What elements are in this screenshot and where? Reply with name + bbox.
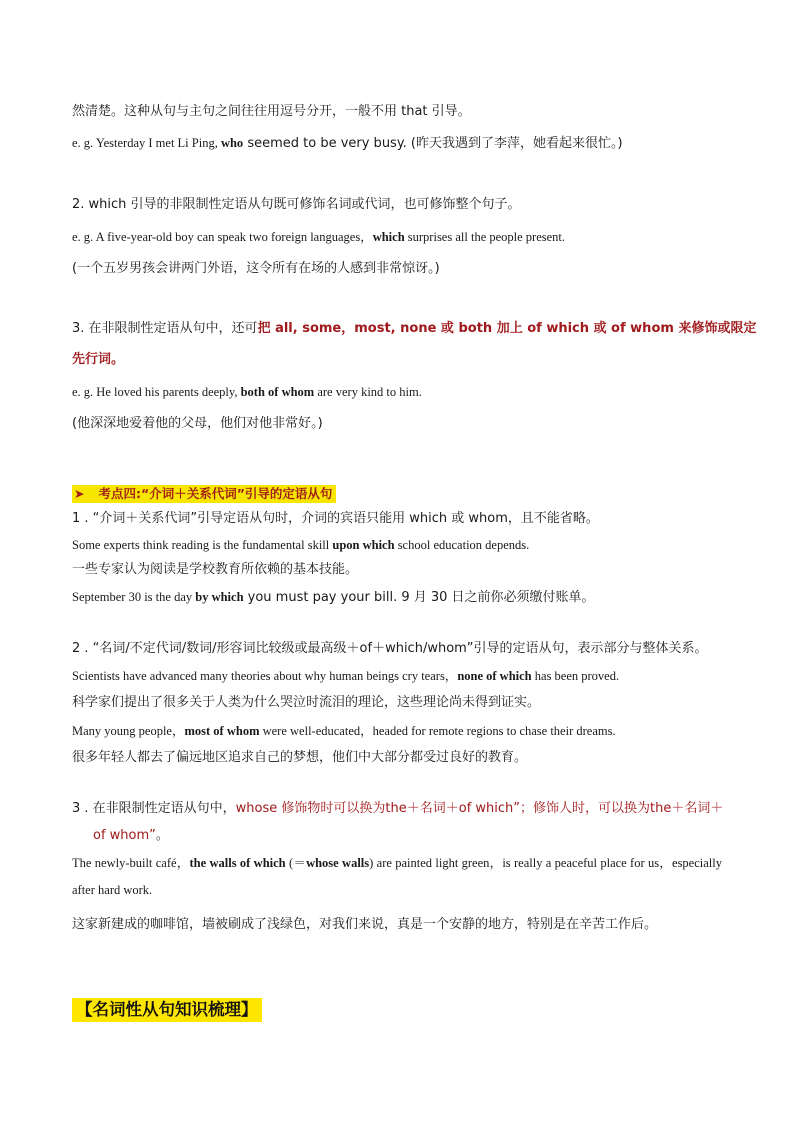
example-sentence: e. g. Yesterday I met Li Ping, who seemed to be very busy. (昨天我遇到了李萍，她看起来很忙。)	[72, 136, 623, 151]
example-sentence: Many young people，most of whom were well-educated，headed for remote regions to chase their dreams.	[72, 724, 616, 738]
rule-item-1: 1 . “介词＋关系代词”引导定语从句时，介词的宾语只能用 which 或 whom，且不能省略。	[72, 511, 599, 526]
example-sentence: September 30 is the day by which you must pay your bill. 9 月 30 日之前你必须缴付账单。	[72, 590, 595, 605]
translation: 一些专家认为阅读是学校教育所依赖的基本技能。	[72, 562, 359, 577]
translation: (他深深地爱着他的父母，他们对他非常好。)	[72, 416, 323, 431]
example-sentence: e. g. A five-year-old boy can speak two foreign languages，which surprises all the people present.	[72, 230, 566, 244]
example-paragraph: The newly-built café，the walls of which (＝whose walls) are painted light green，is really a peaceful place for us，especially after hard work.	[72, 856, 722, 897]
translation: (一个五岁男孩会讲两门外语，这令所有在场的人感到非常惊讶。)	[72, 261, 440, 276]
translation: 很多年轻人都去了偏远地区追求自己的梦想，他们中大部分都受过良好的教育。	[72, 750, 528, 765]
translation: 这家新建成的咖啡馆，墙被刷成了浅绿色，对我们来说，真是一个安静的地方，特别是在辛苦工作后。	[72, 917, 658, 932]
rule-item-2: 2. which 引导的非限制性定语从句既可修饰名词或代词，也可修饰整个句子。	[72, 197, 521, 212]
section-heading: 【名词性从句知识梳理】	[72, 998, 262, 1022]
rule-item-3: 3 . 在非限制性定语从句中，whose 修饰物时可以换为the＋名词＋of which”；修饰人时，可以换为the＋名词＋	[72, 801, 724, 816]
arrow-bullet-icon: ➤	[74, 486, 85, 501]
rule-item-2: 2 . “名词/不定代词/数词/形容词比较级或最高级＋of＋which/whom”引导的定语从句，表示部分与整体关系。	[72, 641, 708, 656]
example-sentence: e. g. He loved his parents deeply, both of whom are very kind to him.	[72, 385, 422, 399]
rule-item-3-cont: 先行词。	[72, 352, 125, 367]
rule-item-3-cont: of whom”。	[93, 828, 169, 843]
example-sentence: Scientists have advanced many theories about why human beings cry tears，none of which has been proved.	[72, 669, 620, 683]
paragraph-line: 然清楚。这种从句与主句之间往往用逗号分开，一般不用 that 引导。	[72, 104, 471, 119]
kaodian-heading: ➤ 考点四:“介词＋关系代词”引导的定语从句	[72, 485, 336, 503]
rule-item-3: 3. 在非限制性定语从句中，还可把 all, some，most, none 或 both 加上 of which 或 of whom 来修饰或限定	[72, 321, 757, 336]
example-sentence: Some experts think reading is the fundamental skill upon which school education depends.	[72, 538, 530, 552]
translation: 科学家们提出了很多关于人类为什么哭泣时流泪的理论，这些理论尚未得到证实。	[72, 695, 541, 710]
